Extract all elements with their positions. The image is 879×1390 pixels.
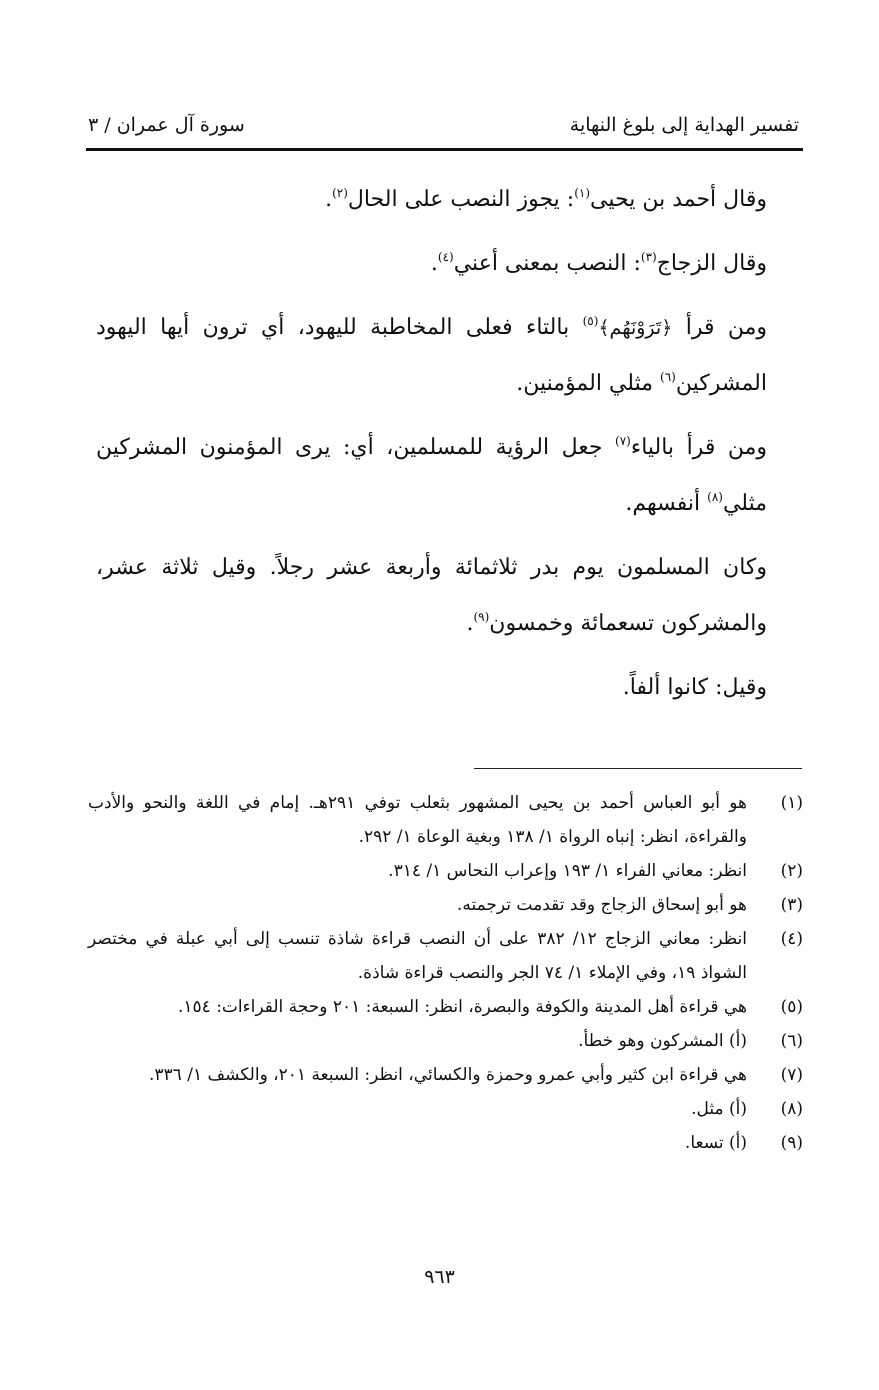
text-run: أنفسهم. <box>625 491 708 516</box>
footnote-ref: (٣) <box>640 250 657 264</box>
footnote-text: (أ) المشركون وهو خطأ. <box>578 1031 747 1051</box>
page-number: ٩٦٣ <box>424 1266 455 1288</box>
paragraph-6: وقيل: كانوا ألفاً. <box>622 675 767 700</box>
text-run: مثلي المؤمنين. <box>516 371 660 396</box>
text-run: . <box>430 251 438 276</box>
footnote-6 <box>88 1024 803 1058</box>
footnote-text: (أ) تسعا. <box>684 1133 747 1153</box>
text-run: وقال أحمد بن يحيى <box>590 187 767 212</box>
text-run: ومن قرأ بالياء <box>630 435 768 460</box>
footnote-9 <box>88 1126 803 1160</box>
footnote-text: انظر: معاني الزجاج ١٢/ ٣٨٢ على أن النصب قراءة شاذة تنسب إلى أبي عبلة في مختصر الشواذ ١٩، وفي الإملاء ١/ ٧٤ الجر والنصب قراءة شاذة. <box>88 929 747 983</box>
footnote-ref: (٧) <box>615 434 631 448</box>
footnote-text: (أ) مثل. <box>691 1099 747 1119</box>
footnote-number: (٥) <box>780 997 803 1017</box>
text-run: : النصب بمعنى أعني <box>453 251 641 276</box>
footnote-3 <box>88 888 803 922</box>
footnote-7 <box>88 1058 803 1092</box>
text-run: . <box>325 187 333 212</box>
footnote-ref: (٥) <box>582 314 599 328</box>
footnote-number: (١) <box>780 793 803 813</box>
text-run: . <box>466 611 474 636</box>
footnote-ref: (٢) <box>332 186 348 200</box>
footnote-4 <box>88 922 803 990</box>
footnotes <box>88 786 803 1160</box>
footnote-ref: (٤) <box>437 250 454 264</box>
text-run: وقال الزجاج <box>656 251 767 276</box>
book-title: تفسير الهداية إلى بلوغ النهاية <box>569 114 799 136</box>
footnote-separator <box>474 768 802 769</box>
footnote-ref: (١) <box>574 186 591 200</box>
paragraph-1 <box>96 172 803 228</box>
quran-quote: ﴿تَرَوْنَهُم﴾ <box>598 317 673 339</box>
text-run: ومن قرأ <box>672 315 767 340</box>
footnote-number: (٨) <box>780 1099 803 1119</box>
footnote-number: (٩) <box>780 1133 803 1153</box>
footnote-text: هو أبو العباس أحمد بن يحيى المشهور بثعلب توفي ٢٩١هـ. إمام في اللغة والنحو والأدب والقراءة، انظر: إنباه الرواة ١/ ١٣٨ وبغية الوعاة ١/ ٢٩٢. <box>88 793 747 847</box>
footnote-number: (٧) <box>780 1065 803 1085</box>
footnote-number: (٢) <box>780 861 803 881</box>
main-text <box>96 172 803 716</box>
text-run: : يجوز النصب على الحال <box>347 187 575 212</box>
paragraph-2 <box>96 236 803 292</box>
footnote-ref: (٦) <box>660 370 676 384</box>
footnote-ref: (٨) <box>707 490 723 504</box>
footnote-text: انظر: معاني الفراء ١/ ١٩٣ وإعراب النحاس ١/ ٣١٤. <box>388 861 747 881</box>
footnote-ref: (٩) <box>473 610 490 624</box>
footnote-number: (٣) <box>780 895 803 915</box>
paragraph-3 <box>96 300 803 412</box>
footnote-number: (٦) <box>780 1031 803 1051</box>
footnote-number: (٤) <box>780 929 803 949</box>
text-run: بالتاء فعلى المخاطبة لليهود، أي ترون أيها اليهود المشركين <box>96 315 767 396</box>
footnote-text: هو أبو إسحاق الزجاج وقد تقدمت ترجمته. <box>456 895 747 915</box>
text-run: جعل الرؤية للمسلمين، أي: يرى المؤمنون المشركين مثلي <box>96 435 767 516</box>
footnote-5 <box>88 990 803 1024</box>
footnote-2 <box>88 854 803 888</box>
paragraph-4 <box>96 420 803 532</box>
footnote-text: هي قراءة ابن كثير وأبي عمرو وحمزة والكسائي، انظر: السبعة ٢٠١، والكشف ١/ ٣٣٦. <box>149 1065 747 1085</box>
section-title: سورة آل عمران / ٣ <box>88 114 245 136</box>
footnote-1 <box>88 786 803 854</box>
text-run: وكان المسلمون يوم بدر ثلاثمائة وأربعة عشر رجلاً. وقيل ثلاثة عشر، والمشركون تسعمائة وخمسون <box>96 555 767 636</box>
paragraph-5 <box>96 540 803 652</box>
running-header <box>88 108 799 142</box>
footnote-8 <box>88 1092 803 1126</box>
header-rule <box>86 148 803 151</box>
footnote-text: هي قراءة أهل المدينة والكوفة والبصرة، انظر: السبعة: ٢٠١ وحجة القراءات: ١٥٤. <box>177 997 747 1017</box>
